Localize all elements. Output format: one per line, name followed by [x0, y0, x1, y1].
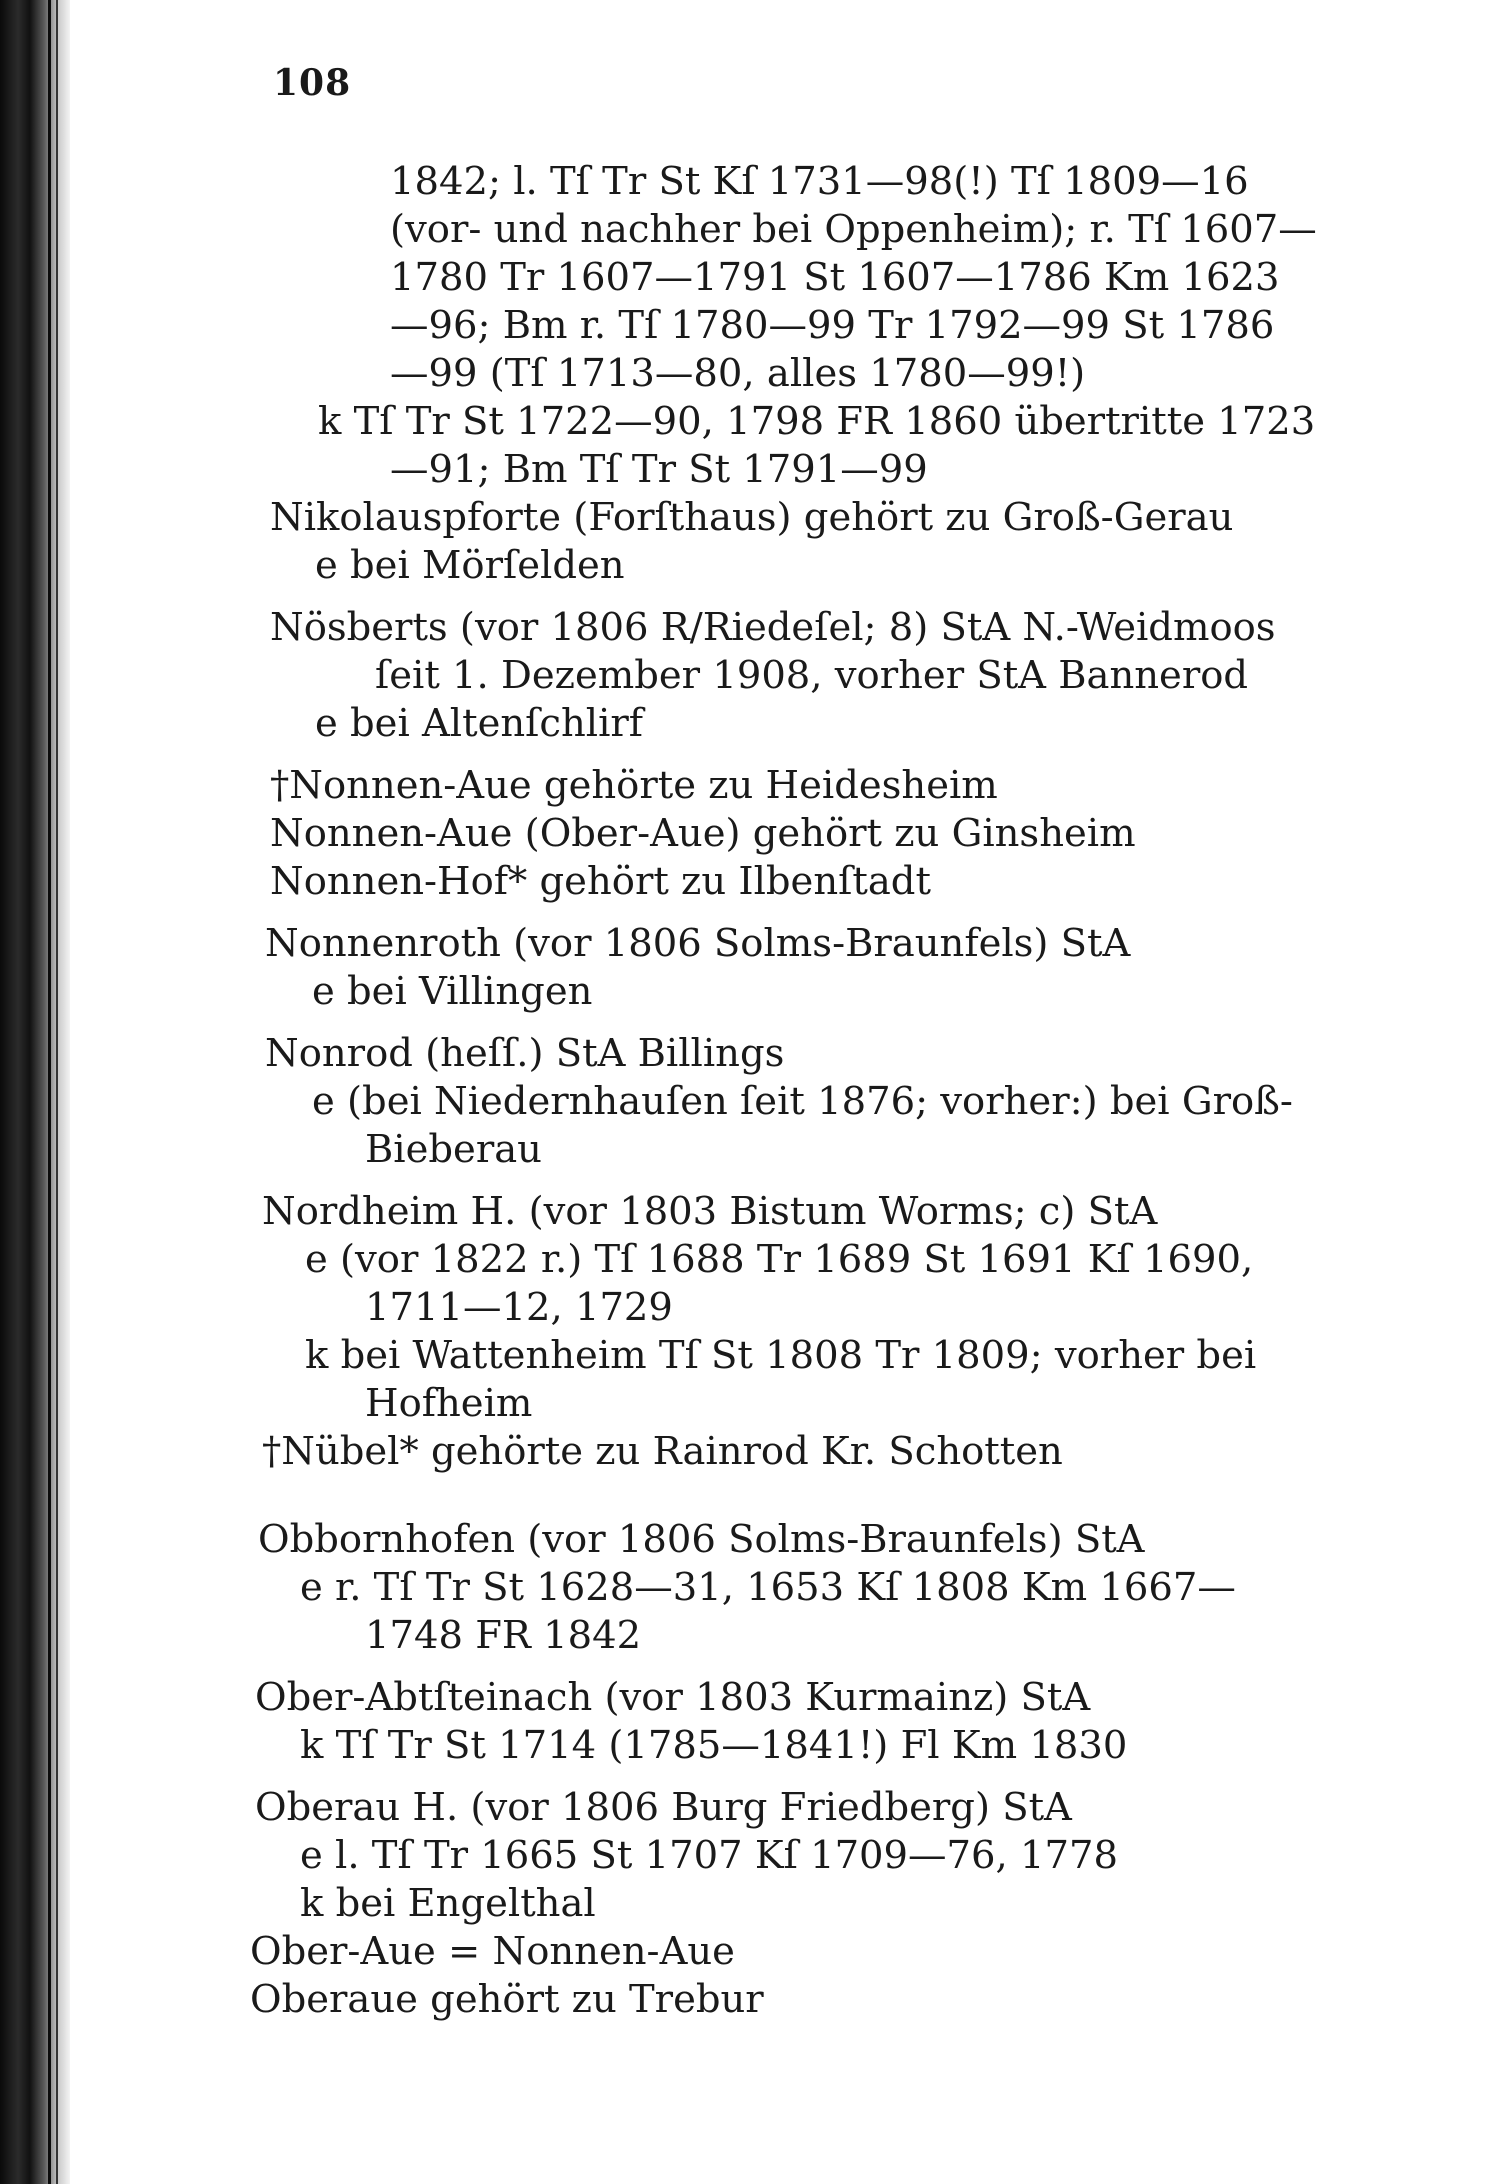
text-line	[0, 1380, 1500, 1428]
line-text: Nonrod (heſſ.) StA Billings	[265, 1031, 785, 1076]
line-text: —96; Bm r. Tſ 1780—99 Tr 1792—99 St 1786	[390, 303, 1275, 348]
entry-spacer	[0, 1660, 1500, 1674]
line-text: e l. Tſ Tr 1665 St 1707 Kſ 1709—76, 1778	[300, 1833, 1118, 1878]
text-line	[0, 1078, 1500, 1126]
text-line	[0, 1674, 1500, 1722]
line-text: Nonnen-Aue (Ober-Aue) gehört zu Ginsheim	[270, 811, 1136, 856]
text-line	[0, 446, 1500, 494]
text-line	[0, 1832, 1500, 1880]
text-line	[0, 1880, 1500, 1928]
text-line	[0, 1284, 1500, 1332]
line-text: k Tſ Tr St 1714 (1785—1841!) Fl Km 1830	[300, 1723, 1128, 1768]
entry-spacer	[0, 1476, 1500, 1516]
entry-spacer	[0, 906, 1500, 920]
text-line	[0, 1332, 1500, 1380]
line-text: †Nonnen-Aue gehörte zu Heidesheim	[270, 763, 998, 808]
line-text: Oberau H. (vor 1806 Burg Friedberg) StA	[255, 1785, 1072, 1830]
text-line	[0, 1516, 1500, 1564]
entry-spacer	[0, 1016, 1500, 1030]
text-line	[0, 158, 1500, 206]
text-line	[0, 1928, 1500, 1976]
line-text: Ober-Abtſteinach (vor 1803 Kurmainz) StA	[255, 1675, 1091, 1720]
line-text: Nordheim H. (vor 1803 Bistum Worms; c) StA	[262, 1189, 1158, 1234]
text-line	[0, 810, 1500, 858]
text-line	[0, 1976, 1500, 2024]
text-line	[0, 1236, 1500, 1284]
text-line	[0, 1784, 1500, 1832]
line-text: 1748 FR 1842	[365, 1613, 642, 1658]
line-text: 1711—12, 1729	[365, 1285, 673, 1330]
line-text: (vor- und nachher bei Oppenheim); r. Tſ 1607—	[390, 207, 1317, 252]
line-text: 1842; l. Tſ Tr St Kſ 1731—98(!) Tſ 1809—16	[390, 159, 1249, 204]
line-text: e (vor 1822 r.) Tſ 1688 Tr 1689 St 1691 Kſ 1690,	[305, 1237, 1254, 1282]
text-line	[0, 762, 1500, 810]
text-line	[0, 542, 1500, 590]
text-line	[0, 652, 1500, 700]
entry-spacer	[0, 748, 1500, 762]
line-text: e (bei Niedernhauſen ſeit 1876; vorher:) bei Groß-	[312, 1079, 1293, 1124]
line-text: Nikolauspforte (Forſthaus) gehört zu Groß-Gerau	[270, 495, 1234, 540]
text-line	[0, 1126, 1500, 1174]
line-text: Ober-Aue = Nonnen-Aue	[250, 1929, 735, 1974]
text-line	[0, 254, 1500, 302]
line-text: Nonnenroth (vor 1806 Solms-Braunfels) StA	[265, 921, 1131, 966]
line-text: k bei Engelthal	[300, 1881, 596, 1926]
line-text: k Tſ Tr St 1722—90, 1798 FR 1860 übertritte 1723	[318, 399, 1316, 444]
text-line	[0, 700, 1500, 748]
text-line	[0, 206, 1500, 254]
line-text: e bei Villingen	[312, 969, 593, 1014]
line-text: —99 (Tſ 1713—80, alles 1780—99!)	[390, 351, 1086, 396]
line-text: k bei Wattenheim Tſ St 1808 Tr 1809; vorher bei	[305, 1333, 1257, 1378]
register-entries	[0, 158, 1500, 2024]
page-number: 108	[273, 62, 352, 104]
text-line	[0, 968, 1500, 1016]
line-text: —91; Bm Tſ Tr St 1791—99	[390, 447, 928, 492]
line-text: †Nübel* gehörte zu Rainrod Kr. Schotten	[262, 1429, 1063, 1474]
line-text: Oberaue gehört zu Trebur	[250, 1977, 764, 2022]
line-text: Bieberau	[365, 1127, 542, 1172]
text-line	[0, 494, 1500, 542]
text-line	[0, 604, 1500, 652]
text-line	[0, 858, 1500, 906]
text-line	[0, 398, 1500, 446]
entry-spacer	[0, 590, 1500, 604]
entry-spacer	[0, 1174, 1500, 1188]
text-line	[0, 350, 1500, 398]
text-line	[0, 302, 1500, 350]
line-text: 1780 Tr 1607—1791 St 1607—1786 Km 1623	[390, 255, 1280, 300]
line-text: e r. Tſ Tr St 1628—31, 1653 Kſ 1808 Km 1667—	[300, 1565, 1236, 1610]
text-line	[0, 920, 1500, 968]
line-text: Hofheim	[365, 1381, 533, 1426]
line-text: ſeit 1. Dezember 1908, vorher StA Bannerod	[375, 653, 1249, 698]
text-line	[0, 1564, 1500, 1612]
text-line	[0, 1030, 1500, 1078]
line-text: e bei Mörſelden	[315, 543, 625, 588]
line-text: Obbornhofen (vor 1806 Solms-Braunfels) StA	[258, 1517, 1145, 1562]
line-text: Nonnen-Hof* gehört zu Ilbenſtadt	[270, 859, 931, 904]
text-line	[0, 1612, 1500, 1660]
line-text: Nösberts (vor 1806 R/Riedeſel; 8) StA N.-Weidmoos	[270, 605, 1276, 650]
line-text: e bei Altenſchlirf	[315, 701, 644, 746]
entry-spacer	[0, 1770, 1500, 1784]
text-line	[0, 1188, 1500, 1236]
text-line	[0, 1722, 1500, 1770]
text-line	[0, 1428, 1500, 1476]
